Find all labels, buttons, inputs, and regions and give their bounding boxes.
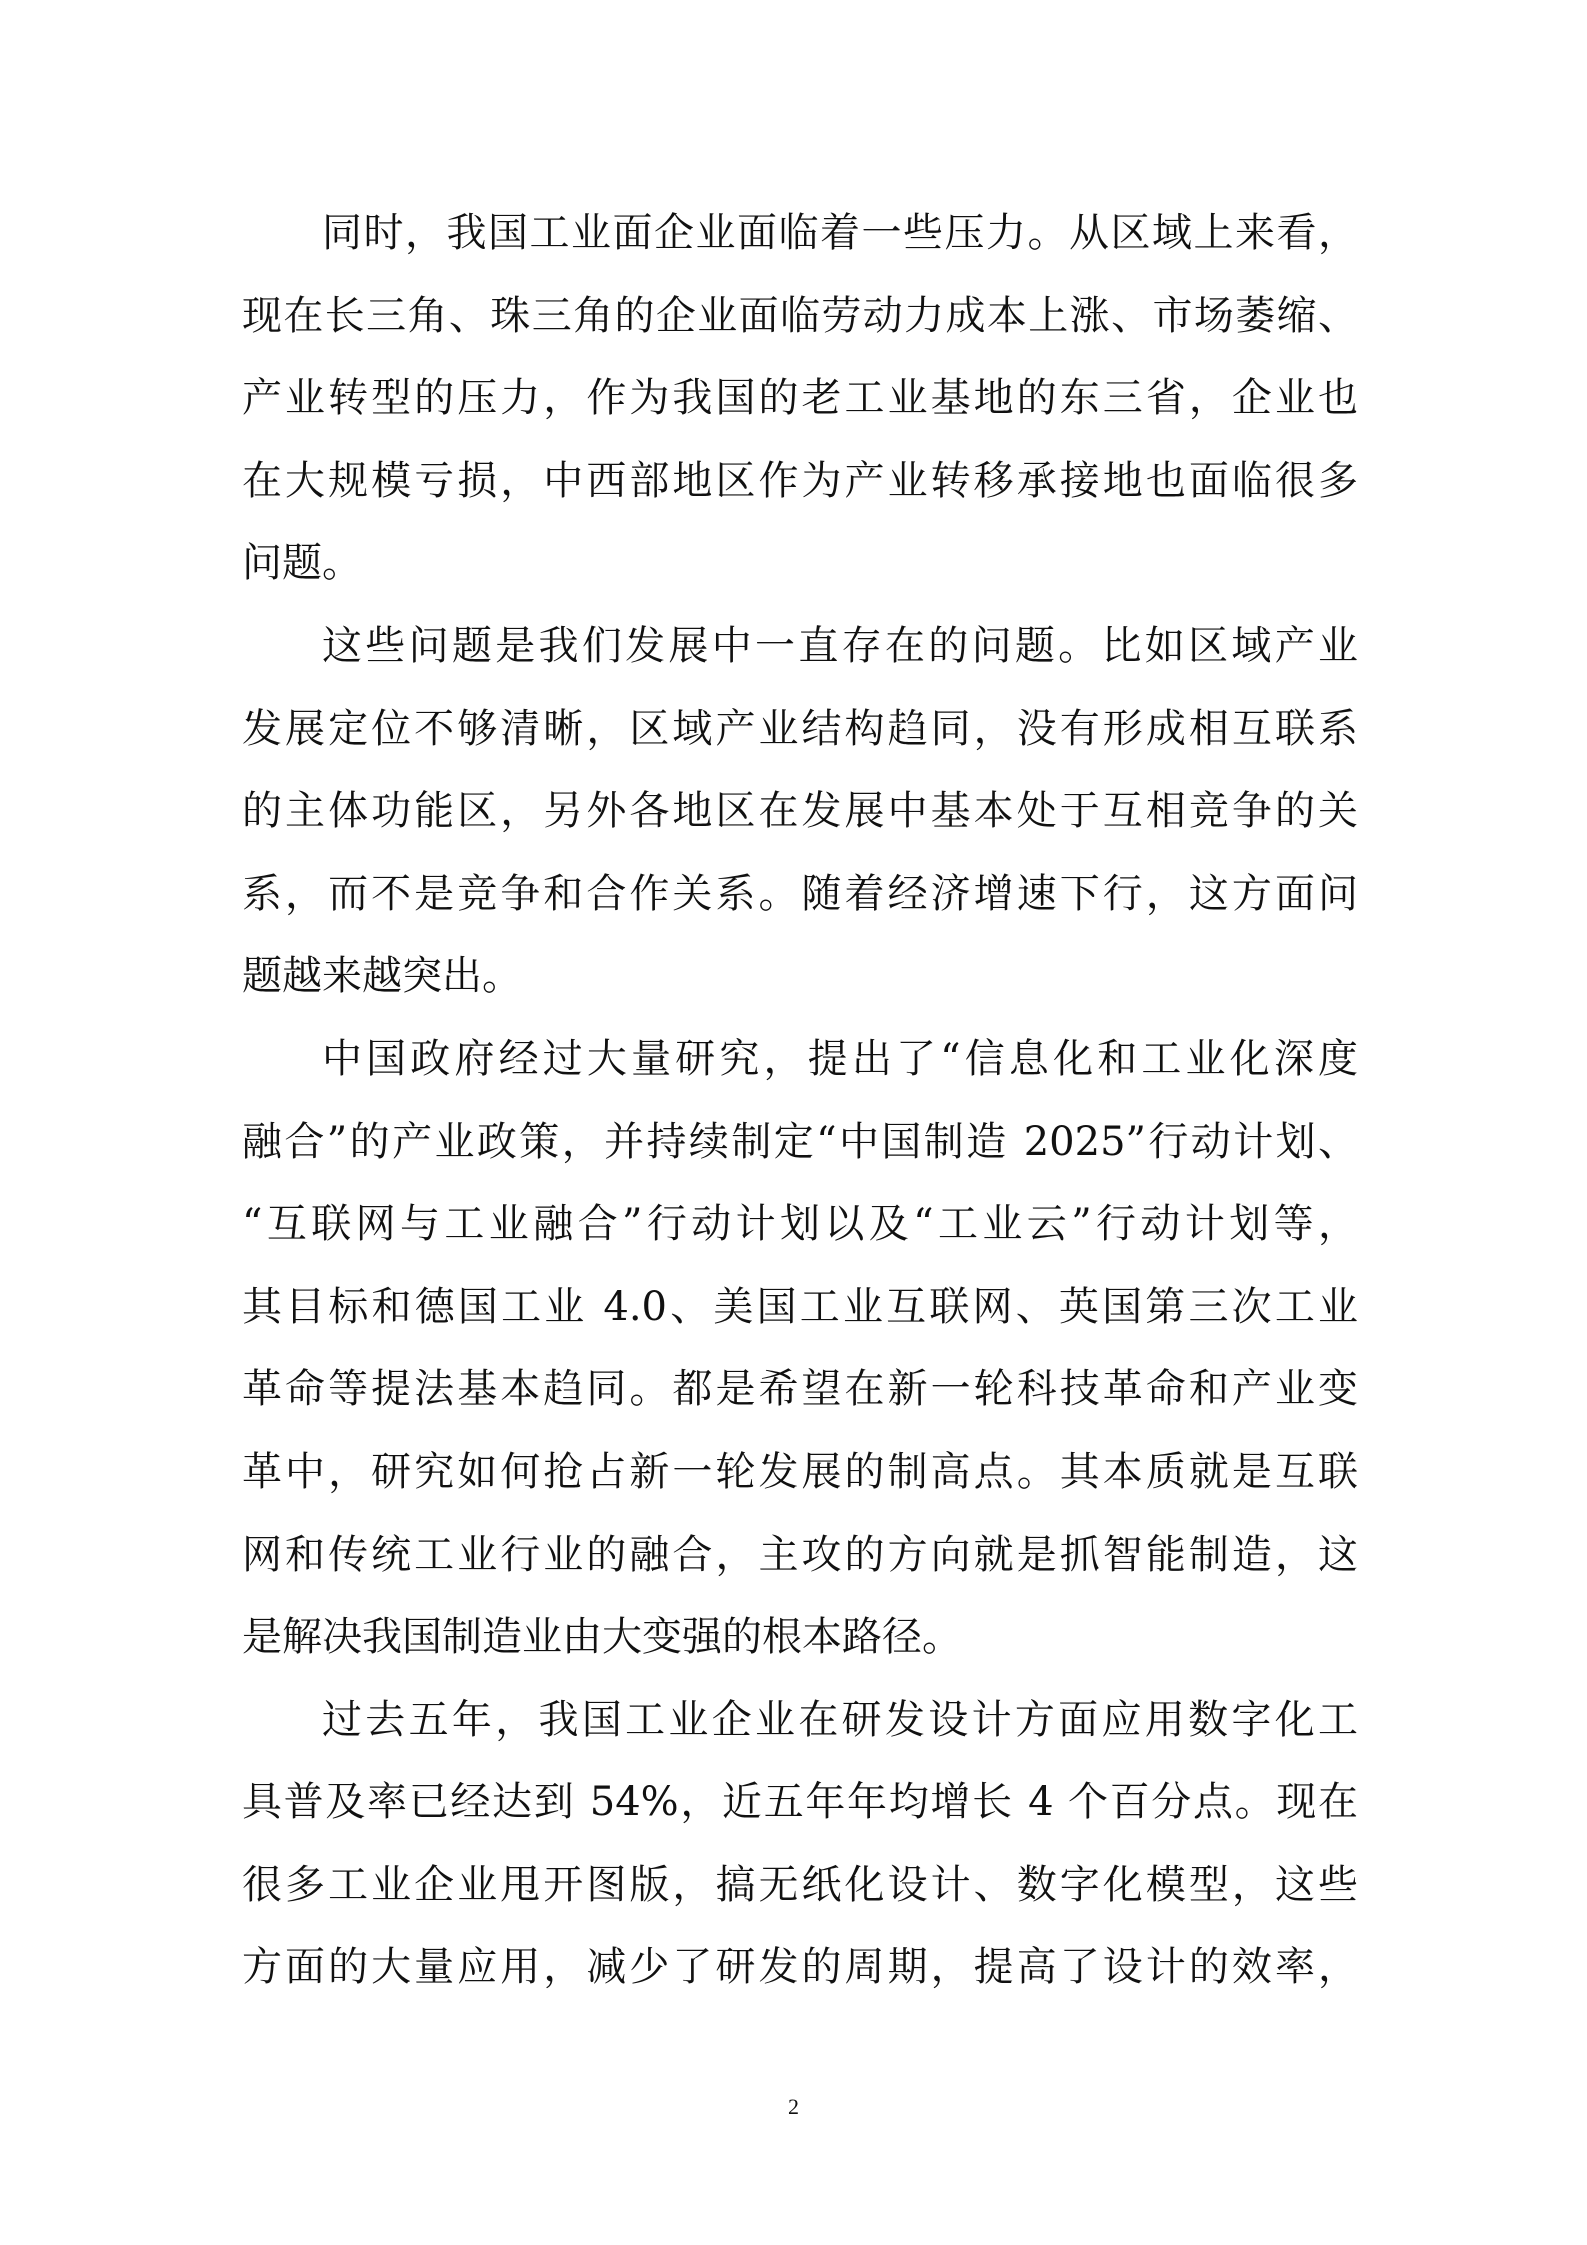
text-line: 融合”的产业政策，并持续制定“中国制造 2025”行动计划、 bbox=[242, 1118, 1358, 1165]
text-line: 问题。 bbox=[242, 540, 362, 587]
paragraph-existing-problems bbox=[242, 605, 1358, 1018]
text-line: 题越来越突出。 bbox=[242, 953, 522, 1000]
text-line: 是解决我国制造业由大变强的根本路径。 bbox=[242, 1614, 962, 1661]
page-number: 2 bbox=[788, 2094, 799, 2119]
paragraph-regional-pressure bbox=[242, 192, 1358, 605]
text-line: 的主体功能区，另外各地区在发展中基本处于互相竞争的关 bbox=[242, 788, 1358, 835]
text-line: 方面的大量应用，减少了研发的周期，提高了设计的效率， bbox=[242, 1944, 1358, 1991]
text-line: 现在长三角、珠三角的企业面临劳动力成本上涨、市场萎缩、 bbox=[242, 292, 1358, 339]
text-line: “互联网与工业融合”行动计划以及“工业云”行动计划等， bbox=[242, 1201, 1358, 1248]
text-line: 其目标和德国工业 4.0、美国工业互联网、英国第三次工业 bbox=[242, 1283, 1358, 1330]
text-line: 同时，我国工业面企业面临着一些压力。从区域上来看， bbox=[322, 210, 1358, 256]
text-line: 具普及率已经达到 54%，近五年年均增长 4 个百分点。现在 bbox=[242, 1779, 1358, 1826]
text-line: 很多工业企业甩开图版，搞无纸化设计、数字化模型，这些 bbox=[242, 1861, 1358, 1908]
text-line: 系，而不是竞争和合作关系。随着经济增速下行，这方面问 bbox=[242, 870, 1358, 917]
paragraph-government-policy bbox=[242, 1018, 1358, 1679]
text-line: 这些问题是我们发展中一直存在的问题。比如区域产业 bbox=[322, 622, 1358, 669]
body-text bbox=[242, 192, 1358, 2009]
text-line: 中国政府经过大量研究，提出了“信息化和工业化深度 bbox=[322, 1035, 1358, 1082]
text-line: 革中，研究如何抢占新一轮发展的制高点。其本质就是互联 bbox=[242, 1448, 1358, 1495]
text-line: 革命等提法基本趋同。都是希望在新一轮科技革命和产业变 bbox=[242, 1366, 1358, 1413]
text-line: 网和传统工业行业的融合，主攻的方向就是抓智能制造，这 bbox=[242, 1531, 1358, 1578]
paragraph-digital-tools bbox=[242, 1679, 1358, 2009]
text-line: 产业转型的压力，作为我国的老工业基地的东三省，企业也 bbox=[242, 375, 1358, 422]
text-line: 发展定位不够清晰，区域产业结构趋同，没有形成相互联系 bbox=[242, 705, 1358, 752]
text-line: 在大规模亏损，中西部地区作为产业转移承接地也面临很多 bbox=[242, 457, 1358, 504]
text-line: 过去五年，我国工业企业在研发设计方面应用数字化工 bbox=[322, 1696, 1358, 1743]
